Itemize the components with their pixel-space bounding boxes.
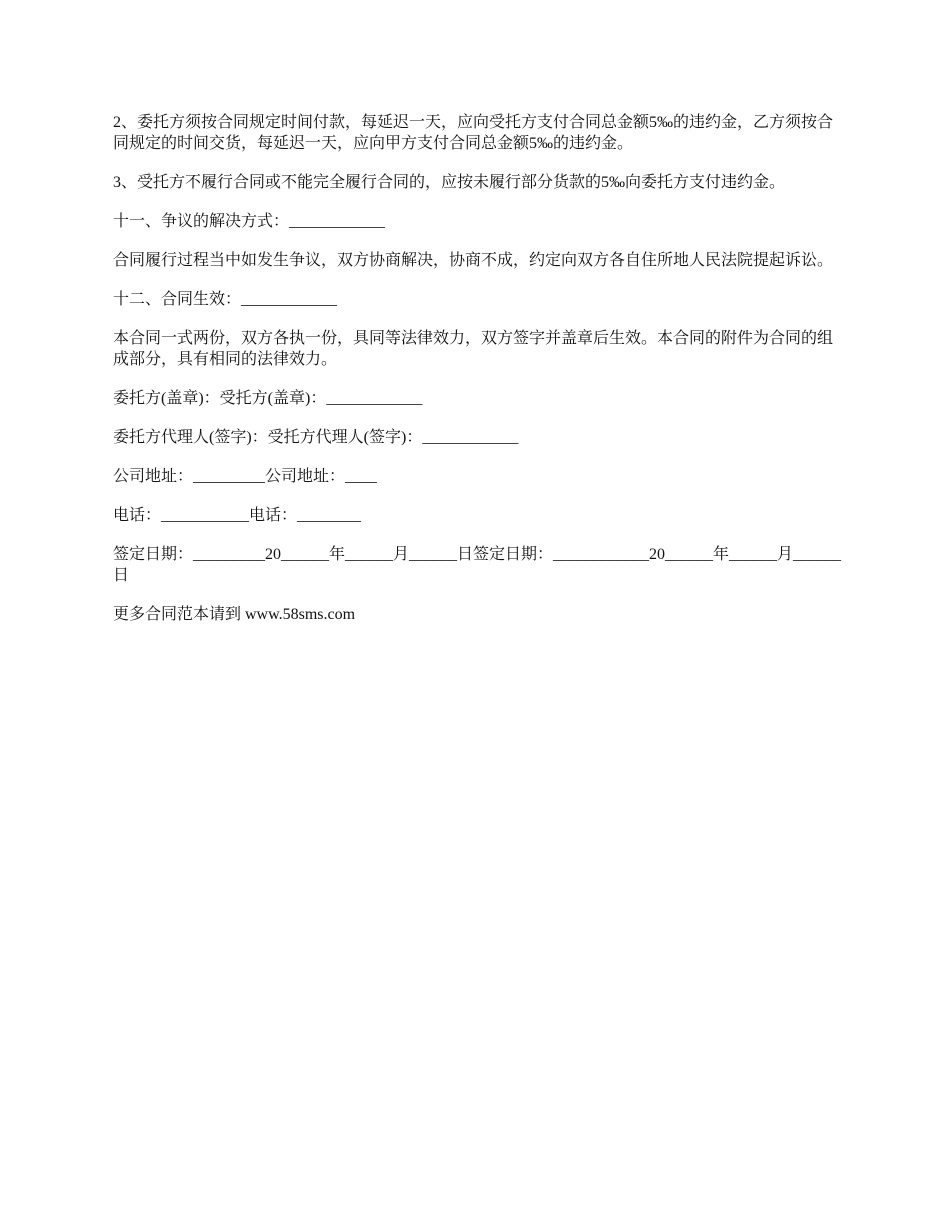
contract-effect-text: 本合同一式两份，双方各执一份，具同等法律效力，双方签字并盖章后生效。本合同的附件为合同的组成部分，具有相同的法律效力。 (113, 330, 834, 368)
agent-signature-line: 委托方代理人(签字)：受托方代理人(签字)：____________ (113, 429, 519, 446)
more-templates-footer: 更多合同范本请到 www.58sms.com (113, 606, 356, 623)
clause-2-late-payment: 2、委托方须按合同规定时间付款，每延迟一天，应向受托方支付合同总金额5‰的违约金，乙方须按合同规定的时间交货，每延迟一天，应向甲方支付合同总金额5‰的违约金。 (113, 114, 834, 152)
clause-3-non-performance: 3、受托方不履行合同或不能完全履行合同的，应按未履行部分货款的5‰向委托方支付违约金。 (113, 174, 786, 191)
dispute-resolution-text: 合同履行过程当中如发生争议，双方协商解决，协商不成，约定向双方各自住所地人民法院提起诉讼。 (113, 252, 834, 269)
seal-line: 委托方(盖章)：受托方(盖章)：____________ (113, 390, 423, 407)
signing-date-line: 签定日期：_________20______年______月______日签定日期：____________20______年______月______日 (113, 546, 842, 584)
section-11-heading: 十一、争议的解决方式：____________ (113, 213, 386, 230)
phone-line: 电话：___________电话：________ (113, 507, 362, 524)
section-12-heading: 十二、合同生效：____________ (113, 291, 338, 308)
company-address-line: 公司地址：_________公司地址：____ (113, 468, 378, 485)
document-body (113, 112, 843, 643)
